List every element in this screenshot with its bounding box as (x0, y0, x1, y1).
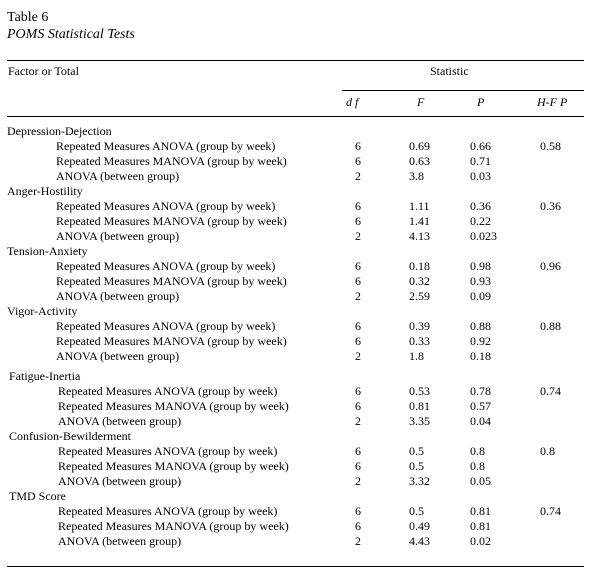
test-label: ANOVA (between group) (58, 414, 182, 428)
cell-f: 0.81 (409, 399, 430, 413)
cell-f: 0.69 (409, 139, 430, 153)
cell-p: 0.88 (470, 319, 491, 333)
cell-df: 6 (355, 444, 361, 458)
cell-p: 0.04 (470, 414, 491, 428)
test-label: ANOVA (between group) (56, 349, 180, 363)
cell-p: 0.09 (470, 289, 491, 303)
cell-hfp: 0.88 (540, 319, 561, 333)
cell-df: 6 (355, 399, 361, 413)
cell-p: 0.71 (470, 154, 491, 168)
cell-df: 6 (355, 334, 361, 348)
cell-hfp: 0.58 (540, 139, 561, 153)
cell-f: 4.43 (409, 534, 430, 548)
cell-f: 0.33 (409, 334, 430, 348)
test-label: ANOVA (between group) (56, 289, 180, 303)
cell-df: 6 (355, 259, 361, 273)
cell-f: 3.32 (409, 474, 430, 488)
cell-df: 6 (355, 274, 361, 288)
cell-df: 6 (355, 459, 361, 473)
test-label: Repeated Measures MANOVA (group by week) (56, 274, 287, 288)
cell-p: 0.93 (470, 274, 491, 288)
cell-df: 6 (355, 504, 361, 518)
cell-p: 0.98 (470, 259, 491, 273)
cell-p: 0.18 (470, 349, 491, 363)
cell-hfp: 0.74 (540, 504, 561, 518)
test-label: Repeated Measures ANOVA (group by week) (56, 139, 276, 153)
group-label: Vigor-Activity (7, 304, 78, 318)
cell-f: 0.53 (409, 384, 430, 398)
test-label: Repeated Measures MANOVA (group by week) (56, 214, 287, 228)
cell-f: 0.39 (409, 319, 430, 333)
cell-hfp: 0.74 (540, 384, 561, 398)
header-factor: Factor or Total (8, 64, 79, 78)
cell-f: 0.18 (409, 259, 430, 273)
cell-f: 0.49 (409, 519, 430, 533)
cell-f: 0.5 (409, 459, 424, 473)
cell-p: 0.57 (470, 399, 491, 413)
bottom-rule (7, 566, 584, 567)
cell-f: 1.11 (409, 199, 430, 213)
cell-p: 0.36 (470, 199, 491, 213)
test-label: Repeated Measures ANOVA (group by week) (58, 444, 278, 458)
cell-p: 0.66 (470, 139, 491, 153)
test-label: Repeated Measures MANOVA (group by week) (56, 334, 287, 348)
cell-hfp: 0.96 (540, 259, 561, 273)
test-label: Repeated Measures MANOVA (group by week) (58, 519, 289, 533)
test-label: Repeated Measures MANOVA (group by week) (58, 459, 289, 473)
cell-p: 0.02 (470, 534, 491, 548)
test-label: ANOVA (between group) (56, 229, 180, 243)
cell-p: 0.92 (470, 334, 491, 348)
cell-f: 0.32 (409, 274, 430, 288)
col-head-df: d f (346, 95, 359, 109)
cell-df: 2 (355, 534, 361, 548)
cell-p: 0.8 (470, 444, 485, 458)
cell-p: 0.05 (470, 474, 491, 488)
cell-df: 6 (355, 154, 361, 168)
cell-f: 1.8 (409, 349, 424, 363)
group-label: Fatigue-Inertia (9, 369, 81, 383)
cell-df: 6 (355, 384, 361, 398)
cell-df: 2 (355, 289, 361, 303)
group-label: Confusion-Bewilderment (9, 429, 131, 443)
test-label: Repeated Measures ANOVA (group by week) (56, 199, 276, 213)
cell-f: 0.5 (409, 504, 424, 518)
cell-hfp: 0.8 (540, 444, 555, 458)
cell-f: 0.63 (409, 154, 430, 168)
cell-f: 2.59 (409, 289, 430, 303)
cell-f: 1.41 (409, 214, 430, 228)
test-label: Repeated Measures ANOVA (group by week) (56, 259, 276, 273)
cell-p: 0.81 (470, 519, 491, 533)
test-label: ANOVA (between group) (56, 169, 180, 183)
test-label: Repeated Measures MANOVA (group by week) (58, 399, 289, 413)
cell-hfp: 0.36 (540, 199, 561, 213)
statistic-rule (342, 90, 584, 91)
cell-df: 2 (355, 349, 361, 363)
header-bottom-rule (7, 116, 584, 117)
cell-f: 4.13 (409, 229, 430, 243)
header-statistic: Statistic (430, 64, 469, 78)
table-subtitle: POMS Statistical Tests (7, 27, 135, 42)
cell-df: 2 (355, 229, 361, 243)
cell-p: 0.22 (470, 214, 491, 228)
cell-df: 2 (355, 169, 361, 183)
cell-p: 0.03 (470, 169, 491, 183)
test-label: ANOVA (between group) (58, 534, 182, 548)
test-label: Repeated Measures MANOVA (group by week) (56, 154, 287, 168)
cell-df: 6 (355, 319, 361, 333)
cell-df: 6 (355, 139, 361, 153)
group-label: TMD Score (9, 489, 66, 503)
cell-df: 6 (355, 519, 361, 533)
cell-f: 3.8 (409, 169, 424, 183)
col-head-p: P (477, 95, 485, 109)
top-rule (7, 60, 584, 61)
group-label: Depression-Dejection (7, 124, 112, 138)
cell-df: 2 (355, 474, 361, 488)
cell-df: 2 (355, 414, 361, 428)
table-title: Table 6 (7, 10, 49, 25)
test-label: Repeated Measures ANOVA (group by week) (56, 319, 276, 333)
group-label: Anger-Hostility (7, 184, 83, 198)
cell-p: 0.8 (470, 459, 485, 473)
col-head-f: F (417, 95, 425, 109)
group-label: Tension-Anxiety (7, 244, 88, 258)
cell-p: 0.023 (470, 229, 497, 243)
cell-df: 6 (355, 199, 361, 213)
cell-f: 0.5 (409, 444, 424, 458)
test-label: ANOVA (between group) (58, 474, 182, 488)
col-head-hfp: H-F P (537, 95, 568, 109)
test-label: Repeated Measures ANOVA (group by week) (58, 384, 278, 398)
cell-p: 0.78 (470, 384, 491, 398)
cell-f: 3.35 (409, 414, 430, 428)
test-label: Repeated Measures ANOVA (group by week) (58, 504, 278, 518)
cell-df: 6 (355, 214, 361, 228)
cell-p: 0.81 (470, 504, 491, 518)
